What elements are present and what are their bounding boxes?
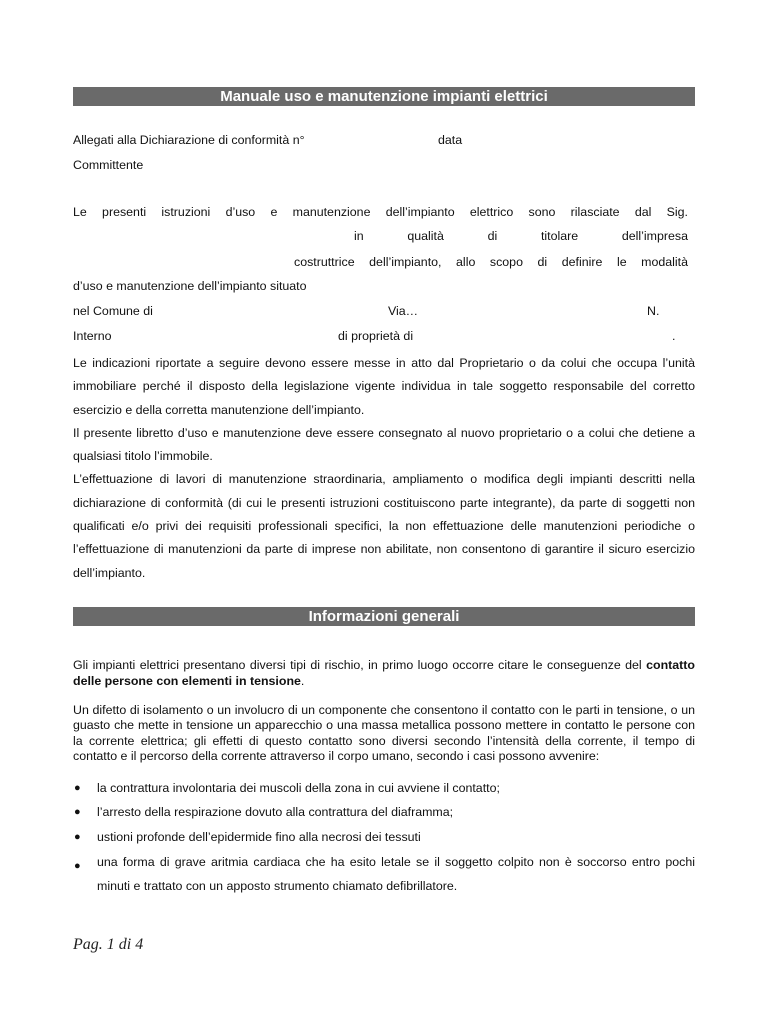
bullet-text: l’arresto della respirazione dovuto alla contrattura del diaframma; <box>97 805 454 819</box>
intro-paragraphs <box>73 352 695 585</box>
bullet-dot-icon: ● <box>74 831 81 843</box>
difetto-text: Un difetto di isolamento o un involucro di un componente che consentono il contatto con le parti in tensione, o un guasto che mette in tensione un apparecchio o una massa metallica possono mettere in contatto le persone con la corrente elettrica; gli effetti di questo contatto sono diversi secondo l’intensità della corrente, il tempo di contatto e il percorso della corrente attraverso il corpo umano, secondo i casi possono avvenire: <box>73 703 695 764</box>
intro-line-3: costruttrice dell’impianto, allo scopo di definire le modalità <box>294 255 688 269</box>
document-title: Manuale uso e manutenzione impianti elettrici <box>73 87 695 106</box>
bullet-dot-icon: ● <box>74 806 81 818</box>
section-title-informazioni: Informazioni generali <box>73 607 695 626</box>
bullet-text: una forma di grave aritmia cardiaca che ha esito letale se il soggetto colpito non è soccorso entro pochi minuti e trattato con un apposto strumento chiamato defibrillatore. <box>97 855 695 893</box>
bullet-text: ustioni profonde dell’epidermide fino alla necrosi dei tessuti <box>97 830 421 844</box>
numero-label: N. <box>647 304 660 318</box>
rischio-text-start: Gli impianti elettrici presentano diversi tipi di rischio, in primo luogo occorre citare le conseguenze del <box>73 658 647 672</box>
bullet-text: la contrattura involontaria dei muscoli della zona in cui avviene il contatto; <box>97 781 500 795</box>
page-number: Pag. 1 di 4 <box>73 936 144 953</box>
paragraph-libretto: Il presente libretto d’uso e manutenzione deve essere consegnato al nuovo proprietario o a colui che detiene a qualsiasi titolo l’immobile. <box>73 425 695 464</box>
comune-label: nel Comune di <box>73 304 153 318</box>
intro-line-1: Le presenti istruzioni d’uso e manutenzione dell’impianto elettrico sono rilasciate dal Sig. <box>73 205 688 219</box>
data-label: data <box>438 133 463 147</box>
proprieta-label: di proprietà di <box>338 329 414 343</box>
paragraph-rischio <box>73 657 695 689</box>
via-label: Via… <box>388 304 419 318</box>
committente-label: Committente <box>73 158 144 172</box>
bullet-dot-icon: ● <box>74 782 81 794</box>
rischio-text-bold: contatto delle persone con elementi in tensione <box>73 658 695 688</box>
intro-line-4: d’uso e manutenzione dell’impianto situato <box>73 279 307 293</box>
line-end-dot: . <box>672 329 676 343</box>
paragraph-proprietario: Le indicazioni riportate a seguire devono essere messe in atto dal Proprietario o da colui che occupa l’unità immobiliare perché il disposto della legislazione vigente individua in tale soggetto responsabile del corretto esercizio e della corretta manutenzione dell’impianto. <box>73 356 695 417</box>
interno-label: Interno <box>73 329 112 343</box>
paragraph-difetto <box>73 703 695 765</box>
bullet-dot-icon: ● <box>74 860 81 872</box>
paragraph-effettuazione: L’effettuazione di lavori di manutenzione straordinaria, ampliamento o modifica degli impianti descritti nella dichiarazione di conformità (di cui le presenti istruzioni costituiscono parte integrante), da parte di soggetti non qualificati e/o privi dei requisiti professionali specifici, la non effettuazione delle manutenzioni periodiche o l’effettuazione di manutenzioni da parte di imprese non abilitate, non consentono di garantire il sicuro esercizio dell’impianto. <box>73 472 695 580</box>
intro-line-2: in qualità di titolare dell’impresa <box>354 229 688 243</box>
rischio-text-end: . <box>300 674 305 688</box>
allegati-label: Allegati alla Dichiarazione di conformità n° <box>73 133 305 147</box>
